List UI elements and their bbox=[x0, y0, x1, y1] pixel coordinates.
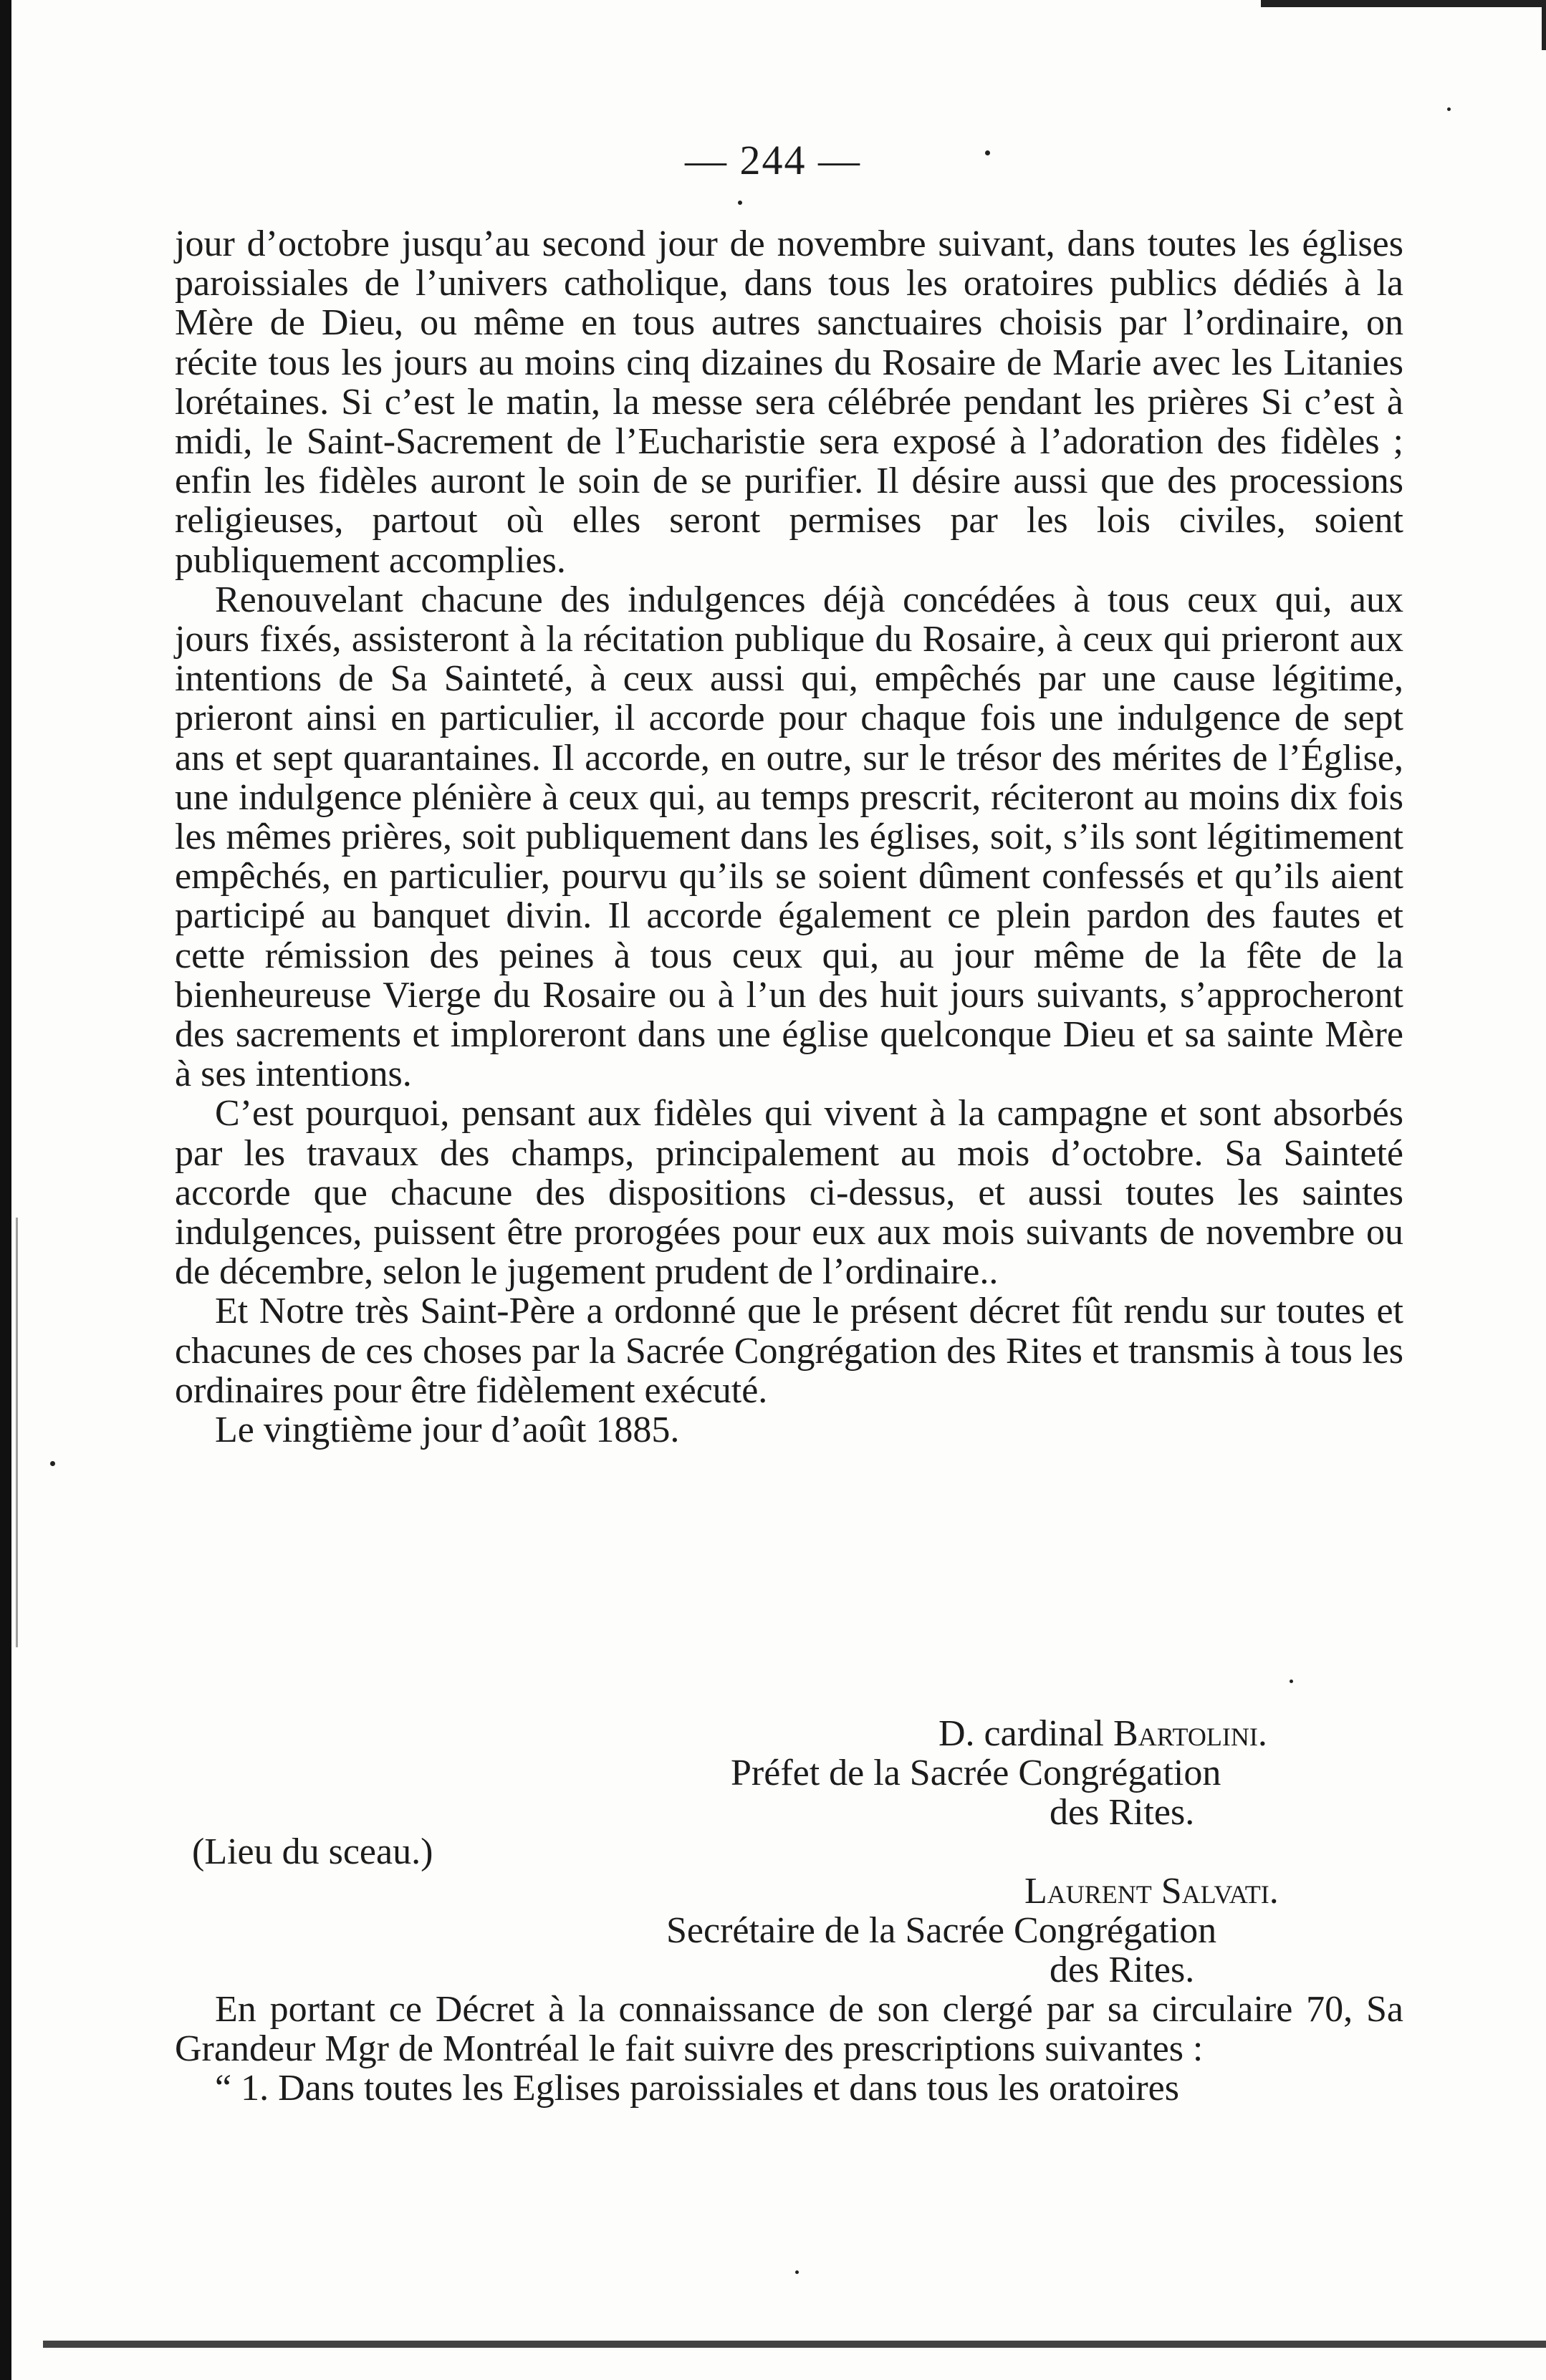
signature-2-title: Secrétaire de la Sacrée Congrégation bbox=[666, 1910, 1217, 1951]
closing-text bbox=[175, 1990, 1403, 2109]
scan-speck bbox=[50, 1461, 55, 1466]
signature-1-title-cont: des Rites. bbox=[1050, 1792, 1195, 1833]
signature-1-name bbox=[938, 1714, 1267, 1753]
date-line: Le vingtième jour d’août 1885. bbox=[215, 1410, 680, 1451]
signature-1-prefix: D. cardinal bbox=[938, 1713, 1114, 1754]
scan-border-top bbox=[1261, 0, 1546, 7]
paragraph: jour d’octobre jusqu’au second jour de novembre suivant, dans toutes les églises paroissiales de l’univers catholique, dans tous les oratoires publics dédiés à la Mère de Dieu, ou même en tous autres sanctuaires choisis par l’ordinaire, on récite tous les jours au moins cinq dizaines du Rosaire de Marie avec les Litanies lorétaines. Si c’est le matin, la messe sera célébrée pendant les prières Si c’est à midi, le Saint-Sacrement de l’Eucharistie sera exposé à l’adoration des fidèles ; enfin les fidèles auront le soin de se purifier. Il désire aussi que des processions religieuses, partout où elles seront permises par les lois civiles, soient publiquement accomplies. bbox=[175, 223, 1403, 581]
paragraph: Et Notre très Saint-Père a ordonné que le présent décret fût rendu sur toutes et chacunes de ces choses par la Sacrée Congrégation des Rites et transmis à tous les ordinaires pour être fidèlement exécuté. bbox=[175, 1291, 1403, 1411]
scan-border-bottom bbox=[43, 2341, 1546, 2348]
closing-paragraph: En portant ce Décret à la connaissance de son clergé par sa circulaire 70, Sa Grandeur Mgr de Montréal le fait suivre des prescriptions suivantes : bbox=[175, 1989, 1403, 2070]
scan-speck bbox=[738, 201, 742, 205]
scan-border-left bbox=[0, 0, 11, 2380]
signature-1-title: Préfet de la Sacrée Congrégation bbox=[731, 1753, 1221, 1793]
paragraph: Renouvelant chacune des indulgences déjà concédées à tous ceux qui, aux jours fixés, assisteront à la récitation publique du Rosaire, à ceux qui prieront aux intentions de Sa Sainteté, à ceux aussi qui, empêchés par une cause légitime, prieront ainsi en particulier, il accorde pour chaque fois une indulgence de sept ans et sept quarantaines. Il accorde, en outre, sur le trésor des mérites de l’Église, une indulgence plénière à ceux qui, au temps prescrit, réciteront au moins dix fois les mêmes prières, soit publiquement dans les églises, soit, s’ils sont légitimement empêchés, en particulier, pourvu qu’ils se soient dûment confessés et qu’ils aient participé au banquet divin. Il accorde également ce plein pardon des fautes et cette rémission des peines à tous ceux qui, au jour même de la fête de la bienheureuse Vierge du Rosaire ou à l’un des huit jours suivants, s’approcheront des sacrements et imploreront dans une église quelconque Dieu et sa sainte Mère à ses intentions. bbox=[175, 579, 1403, 1095]
body-text bbox=[175, 224, 1403, 1450]
signature-1-surname: Bartolini. bbox=[1113, 1713, 1267, 1754]
scan-speck bbox=[1447, 107, 1451, 111]
seal-note: (Lieu du sceau.) bbox=[192, 1831, 433, 1872]
scan-speck bbox=[795, 2270, 799, 2274]
signature-2-name: Laurent Salvati. bbox=[1024, 1871, 1279, 1912]
scan-border-right bbox=[1542, 0, 1546, 50]
paragraph: C’est pourquoi, pensant aux fidèles qui vivent à la campagne et sont absorbés par les travaux des champs, principalement au mois d’octobre. Sa Sainteté accorde que chacune des dispositions ci-dessus, et aussi toutes les saintes indulgences, puissent être prorogées pour eux aux mois suivants de novembre ou de décembre, selon le jugement prudent de l’ordinaire.. bbox=[175, 1093, 1403, 1293]
signature-2-title-cont: des Rites. bbox=[1050, 1950, 1195, 1990]
page-number: — 244 — bbox=[685, 137, 861, 183]
closing-first-prescription: “ 1. Dans toutes les Eglises paroissiales et dans tous les oratoires bbox=[215, 2068, 1179, 2109]
scan-speck bbox=[1290, 1680, 1293, 1683]
scan-artifact-left bbox=[16, 1218, 18, 1647]
